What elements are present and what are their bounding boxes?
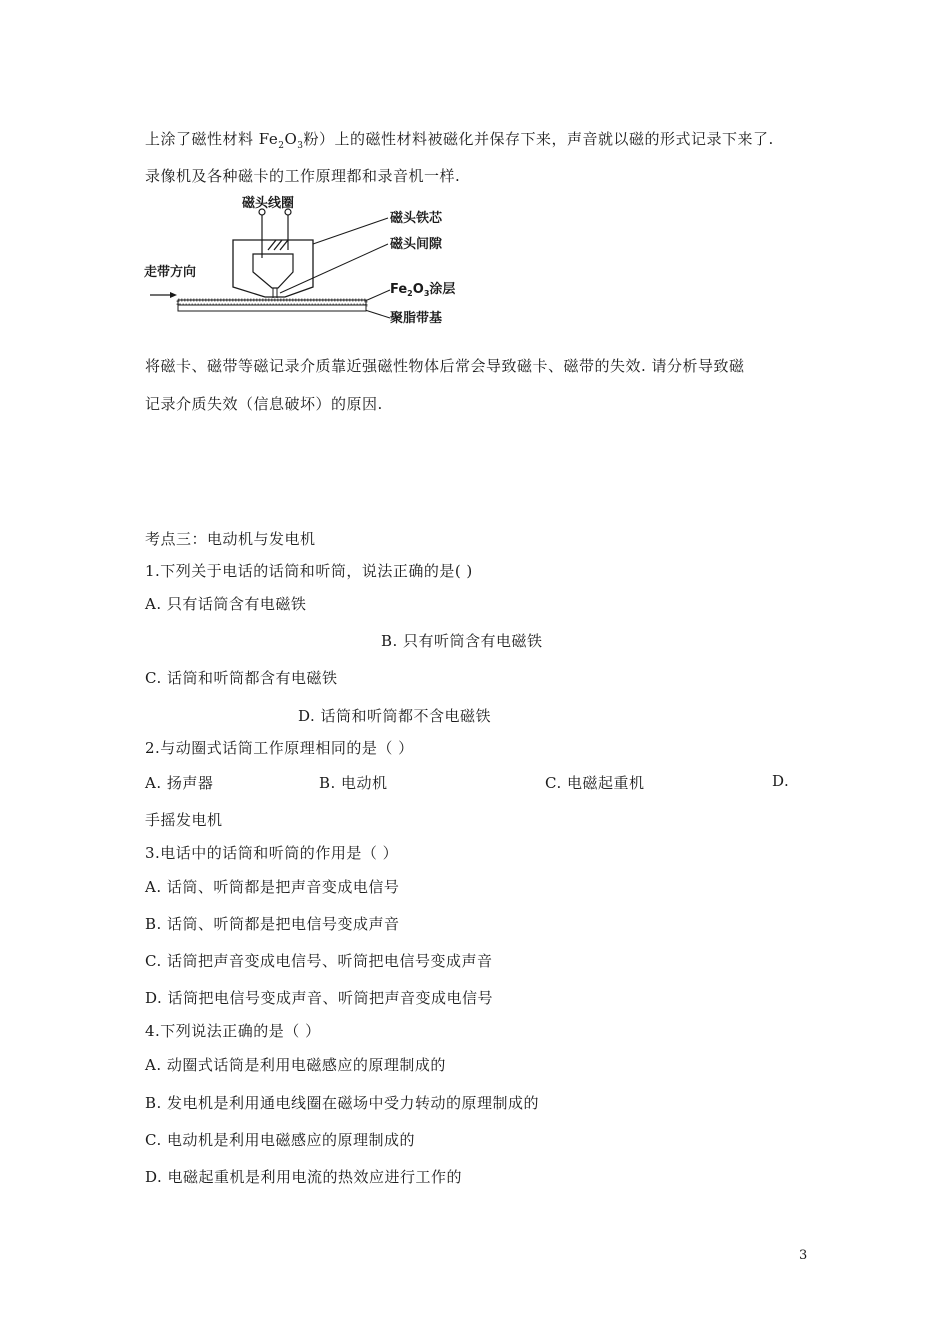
q2-option-d-letter: D. — [772, 772, 790, 790]
q2-stem: 2.与动圈式话筒工作原理相同的是（ ） — [145, 739, 414, 757]
q2-option-b: B. 电动机 — [319, 774, 388, 792]
q2-option-a: A. 扬声器 — [145, 774, 214, 792]
gap-leader — [280, 244, 388, 293]
tape-base — [178, 305, 366, 311]
intro-text: 粉）上的磁性材料被磁化并保存下来，声音就以磁的形式记录下来了. — [303, 130, 774, 148]
magnetic-head-diagram — [140, 192, 470, 332]
page-number: 3 — [799, 1248, 808, 1263]
direction-label: 走带方向 — [144, 265, 197, 280]
section-title: 考点三：电动机与发电机 — [145, 530, 316, 548]
q3-stem: 3.电话中的话筒和听筒的作用是（ ） — [145, 844, 399, 862]
q1-option-d: D. 话筒和听筒都不含电磁铁 — [298, 707, 492, 725]
q1-option-a: A. 只有话筒含有电磁铁 — [145, 595, 307, 613]
intro-line-1 — [145, 128, 774, 151]
question-intro-line-1: 将磁卡、磁带等磁记录介质靠近强磁性物体后常会导致磁卡、磁带的失效. 请分析导致磁 — [145, 357, 745, 375]
core-inner — [253, 254, 293, 288]
subscript: 3 — [297, 141, 304, 151]
q3-option-b: B. 话筒、听筒都是把电信号变成声音 — [145, 915, 400, 933]
coating-leader — [365, 290, 390, 301]
coil-label: 磁头线圈 — [242, 196, 295, 211]
q4-option-c: C. 电动机是利用电磁感应的原理制成的 — [145, 1131, 415, 1149]
arrow-head-icon — [170, 292, 177, 298]
q2-option-c: C. 电磁起重机 — [545, 774, 645, 792]
q3-option-c: C. 话筒把声音变成电信号、听筒把电信号变成声音 — [145, 952, 493, 970]
base-label: 聚脂带基 — [390, 311, 443, 326]
core-label: 磁头铁芯 — [390, 211, 443, 226]
q1-stem: 1.下列关于电话的话筒和听筒，说法正确的是( ) — [145, 562, 473, 580]
intro-text: O — [284, 130, 298, 148]
q3-option-a: A. 话筒、听筒都是把声音变成电信号 — [145, 878, 400, 896]
q2-option-d-text: 手摇发电机 — [145, 811, 223, 829]
intro-line-2: 录像机及各种磁卡的工作原理都和录音机一样. — [145, 167, 461, 185]
q4-stem: 4.下列说法正确的是（ ） — [145, 1022, 321, 1040]
intro-text: 上涂了磁性材料 Fe — [145, 130, 279, 148]
core-leader — [313, 218, 388, 244]
q4-option-a: A. 动圈式话筒是利用电磁感应的原理制成的 — [145, 1056, 446, 1074]
q4-option-d: D. 电磁起重机是利用电流的热效应进行工作的 — [145, 1168, 463, 1186]
q1-option-b: B. 只有听筒含有电磁铁 — [381, 632, 543, 650]
q4-option-b: B. 发电机是利用通电线圈在磁场中受力转动的原理制成的 — [145, 1094, 540, 1112]
base-leader — [365, 310, 390, 318]
q3-option-d: D. 话筒把电信号变成声音、听筒把声音变成电信号 — [145, 989, 494, 1007]
subscript: 2 — [278, 141, 285, 151]
gap-label: 磁头间隙 — [390, 237, 443, 252]
coating-label: $Fe_2O_3$涂层 — [390, 282, 456, 298]
q1-option-c: C. 话筒和听筒都含有电磁铁 — [145, 669, 338, 687]
question-intro-line-2: 记录介质失效（信息破坏）的原因. — [145, 395, 383, 413]
